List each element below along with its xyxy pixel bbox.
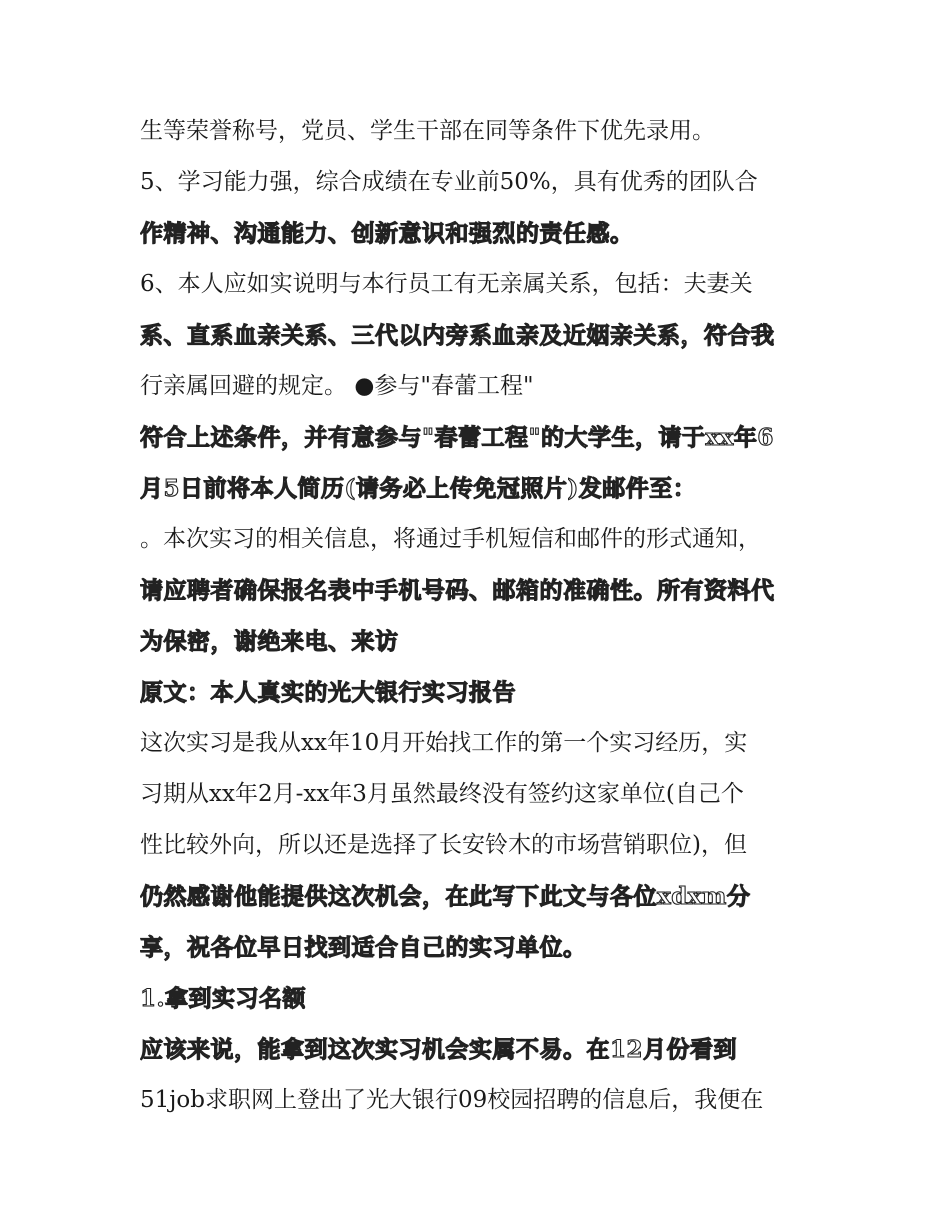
text-line: 作精神、沟通能力、创新意识和强烈的责任感。	[140, 220, 634, 247]
text-line: 6、本人应如实说明与本行员工有无亲属关系，包括：夫妻关	[140, 271, 753, 297]
text-line: 习期从xx年2月-xx年3月虽然最终没有签约这家单位(自己个	[140, 781, 744, 807]
text-line: 系、直系血亲关系、三代以内旁系血亲及近姻亲关系，符合我	[140, 322, 775, 349]
section-heading: 原文：本人真实的光大银行实习报告	[140, 679, 516, 706]
text-line: 月5日前将本人简历(请务必上传免冠照片)发邮件至：	[140, 475, 697, 502]
text-line: 行亲属回避的规定。 ●参与"春蕾工程"	[140, 373, 534, 399]
text-line: 请应聘者确保报名表中手机号码、邮箱的准确性。所有资料代	[140, 577, 775, 604]
text-line: 应该来说，能拿到这次实习机会实属不易。在12月份看到	[140, 1036, 738, 1063]
text-line: 性比较外向，所以还是选择了长安铃木的市场营销职位)，但	[140, 832, 747, 858]
text-line: 符合上述条件，并有意参与"春蕾工程"的大学生，请于xx年6	[140, 424, 774, 451]
text-line: 仍然感谢他能提供这次机会，在此写下此文与各位xdxm分	[140, 883, 751, 910]
text-line: 为保密，谢绝来电、来访	[140, 628, 399, 655]
text-line: 。本次实习的相关信息，将通过手机短信和邮件的形式通知，	[140, 526, 761, 552]
text-line: 51job求职网上登出了光大银行09校园招聘的信息后，我便在	[140, 1087, 764, 1113]
text-line: 享，祝各位早日找到适合自己的实习单位。	[140, 934, 587, 961]
section-heading: 1.拿到实习名额	[140, 985, 307, 1012]
text-line: 这次实习是我从xx年10月开始找工作的第一个实习经历，实	[140, 730, 748, 756]
body-text	[140, 106, 820, 1126]
text-line: 5、学习能力强，综合成绩在专业前50%，具有优秀的团队合	[140, 169, 758, 195]
text-line: 生等荣誉称号，党员、学生干部在同等条件下优先录用。	[140, 118, 715, 144]
